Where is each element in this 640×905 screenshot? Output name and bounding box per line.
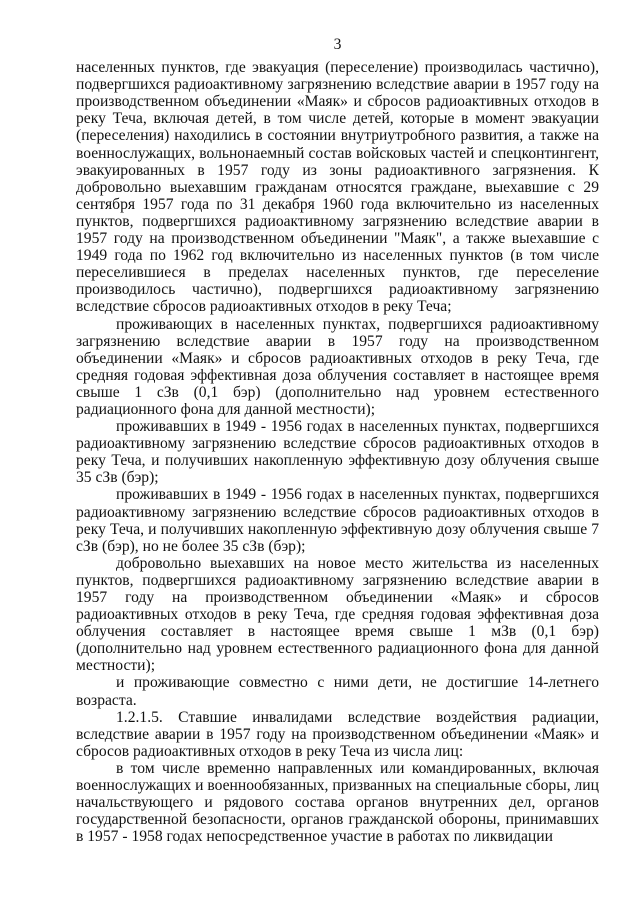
page-number: 3 [333,36,342,53]
paragraph-including-seconded: в том числе временно направленных или командированных, включая военнослужащих и военнообязанных, призванных на специальные сборы, лиц начальствующего и рядового состава органов внутренних дел, органов государственной безопасности, органов гражданской обороны, принимавших в 1957 - 1958 годах непосредственное участие в работах по ликвидации [76,759,599,846]
paragraph-children: и проживающие совместно с ними дети, не достигшие 14-летнего возраста. [76,674,599,709]
paragraph-residents-1949-7-to-35: проживавших в 1949 - 1956 годах в населенных пунктах, подвергшихся радиоактивному загрязнению вследствие сбросов радиоактивных отходов в реку Теча, и получивших накопленную эффективную дозу облучения свыше 7 сЗв (бэр), но не более 35 сЗв (бэр); [76,486,599,555]
paragraph-voluntary-relocated: добровольно выехавших на новое место жительства из населенных пунктов, подвергшихся радиоактивному загрязнению вследствие аварии в 1957 году на производственном объединении «Маяк» и сбросов радиоактивных отходов в реку Теча, где средняя годовая эффективная доза облучения составляет в настоящее время свыше 1 мЗв (0,1 бэр) (дополнительно над уровнем естественного радиационного фона для данной местности); [76,554,599,675]
paragraph-residents-current: проживающих в населенных пунктах, подвергшихся радиоактивному загрязнению вследствие аварии в 1957 году на производственном объединении «Маяк» и сбросов радиоактивных отходов в реку Теча, где средняя годовая эффективная доза облучения составляет в настоящее время свыше 1 сЗв (0,1 бэр) (дополнительно над уровнем естественного радиационного фона для данной местности); [76,315,599,418]
paragraph-continuation: населенных пунктов, где эвакуация (переселение) производилась частично), подвергшихся радиоактивному загрязнению вследствие аварии в 1957 году на производственном объединении «Маяк» и сбросов радиоактивных отходов в реку Теча, включая детей, в том числе детей, которые в момент эвакуации (переселения) находились в состоянии внутриутробного развития, а также на военнослужащих, вольнонаемный состав войсковых частей и спецконтингент, эвакуированных в 1957 году из зоны радиоактивного загрязнения. К добровольно выехавшим гражданам относятся граждане, выехавшие с 29 сентября 1957 года по 31 декабря 1960 года включительно из населенных пунктов, подвергшихся радиоактивному загрязнению вследствие аварии в 1957 году на производственном объединении "Маяк", а также выехавшие с 1949 года по 1962 год включительно из населенных пунктов (в том числе переселившиеся в пределах населенных пунктов, где переселение производилось частично), подвергшихся радиоактивному загрязнению вследствие сбросов радиоактивных отходов в реку Теча; [76,59,599,316]
paragraph-section-1-2-1-5: 1.2.1.5. Ставшие инвалидами вследствие воздействия радиации, вследствие аварии в 1957 году на производственном объединении «Маяк» и сбросов радиоактивных отходов в реку Теча из числа лиц: [76,708,599,760]
paragraph-residents-1949-above-35: проживавших в 1949 - 1956 годах в населенных пунктах, подвергшихся радиоактивному загрязнению вследствие сбросов радиоактивных отходов в реку Теча, и получивших накопленную эффективную дозу облучения свыше 35 сЗв (бэр); [76,418,599,487]
document-page [76,36,599,845]
